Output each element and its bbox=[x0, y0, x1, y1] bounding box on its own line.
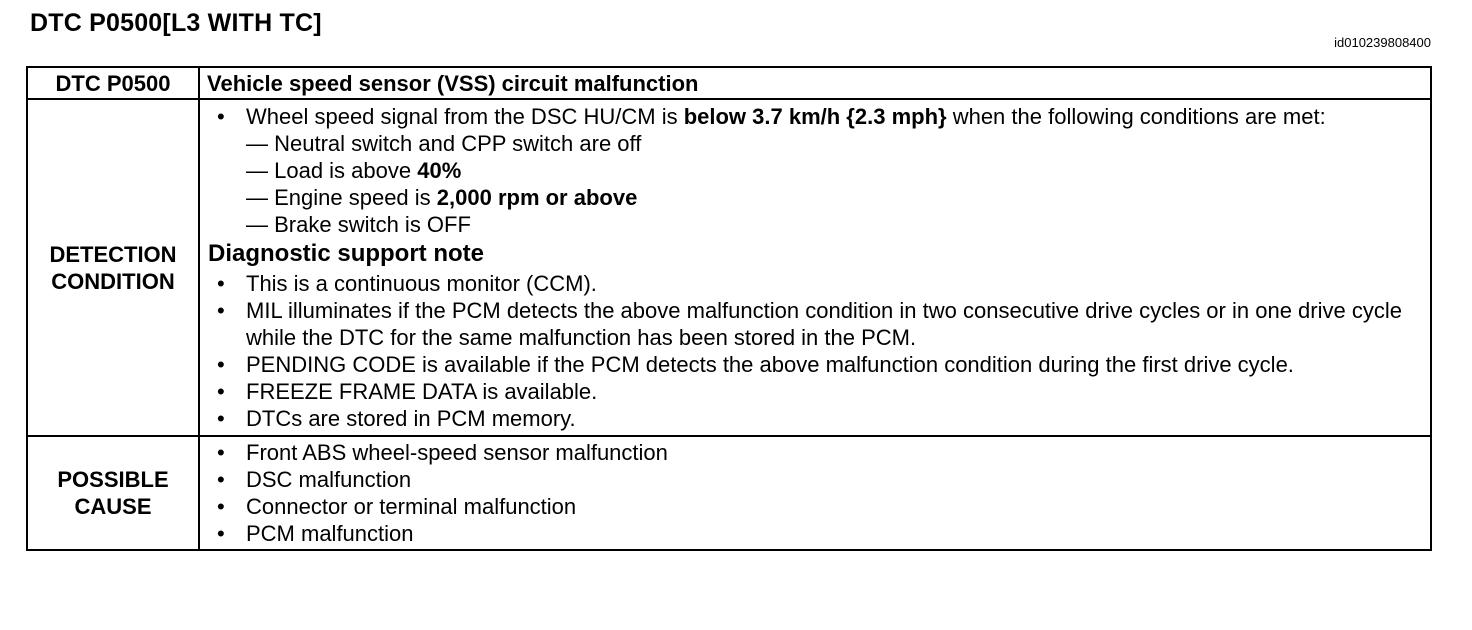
possible-cause-label bbox=[27, 436, 199, 550]
cause-item: • PCM malfunction bbox=[208, 520, 1420, 547]
detection-condition-content bbox=[199, 99, 1431, 436]
dtc-code-cell: DTC P0500 bbox=[27, 67, 199, 99]
cause-list bbox=[208, 439, 1420, 547]
possible-cause-content bbox=[199, 436, 1431, 550]
condition-item bbox=[246, 184, 1420, 211]
diagnostic-note-heading: Diagnostic support note bbox=[208, 240, 484, 267]
note-item: • MIL illuminates if the PCM detects the above malfunction condition in two consecutive drive cycles or in one drive cycle while the DTC for the same malfunction has been stored in the PCM. bbox=[208, 297, 1420, 351]
note-item: • This is a continuous monitor (CCM). bbox=[208, 270, 1420, 297]
cause-item: • DSC malfunction bbox=[208, 466, 1420, 493]
condition-value: 2,000 rpm or above bbox=[436, 185, 638, 210]
cause-item: • Connector or terminal malfunction bbox=[208, 493, 1420, 520]
note-item: • FREEZE FRAME DATA is available. bbox=[208, 378, 1420, 405]
condition-text: — Neutral switch and CPP switch are off bbox=[246, 131, 642, 156]
cause-label-line1: POSSIBLE bbox=[57, 467, 169, 492]
condition-item bbox=[246, 211, 1420, 238]
note-item: • PENDING CODE is available if the PCM detects the above malfunction condition during the first drive cycle. bbox=[208, 351, 1420, 378]
dtc-description-cell: Vehicle speed sensor (VSS) circuit malfunction bbox=[199, 67, 1431, 99]
condition-value: 40% bbox=[417, 158, 462, 183]
detection-list bbox=[208, 103, 1420, 238]
diagnostic-note-list bbox=[208, 270, 1420, 432]
condition-list bbox=[246, 130, 1420, 238]
detection-condition-label bbox=[27, 99, 199, 436]
condition-item bbox=[246, 130, 1420, 157]
main-item-suffix: when the following conditions are met: bbox=[946, 104, 1326, 129]
condition-text: — Load is above bbox=[246, 158, 418, 183]
main-item-threshold: below 3.7 km/h {2.3 mph} bbox=[683, 104, 947, 129]
page-title: DTC P0500[L3 WITH TC] bbox=[30, 9, 322, 37]
document-id: id010239808400 bbox=[1334, 35, 1431, 50]
cause-item: • Front ABS wheel-speed sensor malfunction bbox=[208, 439, 1420, 466]
condition-text: — Engine speed is bbox=[246, 185, 437, 210]
detection-main-item bbox=[208, 103, 1420, 238]
dtc-table bbox=[26, 66, 1432, 551]
detection-label-line1: DETECTION bbox=[49, 241, 177, 267]
table-header-row bbox=[27, 67, 1431, 99]
detection-label-line2: CONDITION bbox=[51, 268, 175, 294]
main-item-prefix: Wheel speed signal from the DSC HU/CM is bbox=[246, 104, 684, 129]
note-item: • DTCs are stored in PCM memory. bbox=[208, 405, 1420, 432]
condition-text: — Brake switch is OFF bbox=[246, 212, 471, 237]
possible-cause-row bbox=[27, 436, 1431, 550]
detection-condition-row bbox=[27, 99, 1431, 436]
cause-label-line2: CAUSE bbox=[74, 494, 152, 519]
condition-item bbox=[246, 157, 1420, 184]
